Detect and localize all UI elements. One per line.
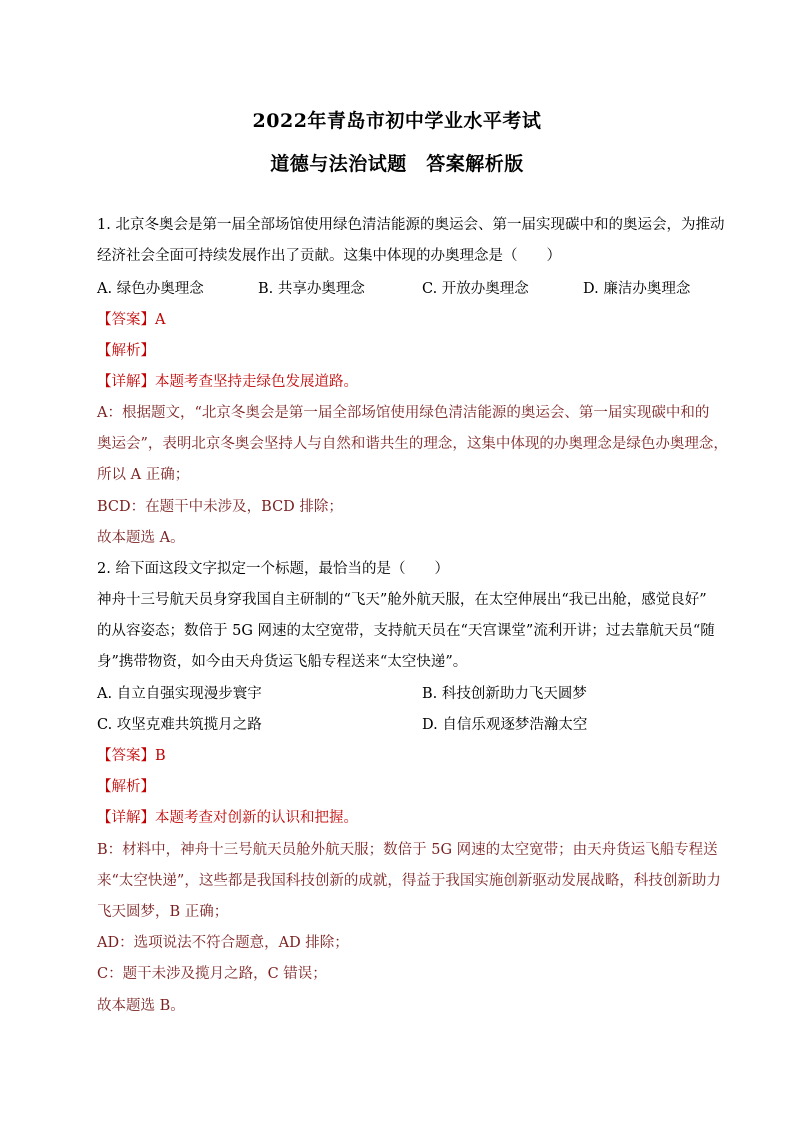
q2-explanation-line-4: AD：选项说法不符合题意，AD 排除； (97, 935, 349, 951)
q2-option-c: C. 攻坚克难共筑揽月之路 (97, 717, 262, 733)
q1-explanation-line-2: 奥运会”，表明北京冬奥会坚持人与自然和谐共生的理念，这集中体现的办奥理念是绿色办奥理念， (97, 436, 728, 452)
document-subtitle: 道德与法治试题 答案解析版 (270, 153, 524, 175)
q1-stem-line-1: 1. 北京冬奥会是第一届全部场馆使用绿色清洁能源的奥运会、第一届实现碳中和的奥运会，为推动 (97, 217, 725, 233)
q2-explanation-line-1: B：材料中，神舟十三号航天员舱外航天服；数倍于 5G 网速的太空宽带；由天舟货运飞船专程送 (97, 842, 718, 858)
q1-analysis-heading: 【解析】 (97, 343, 155, 359)
q2-material-line-2: 的从容姿态；数倍于 5G 网速的太空宽带，支持航天员在“天宫课堂”流利开讲；过去靠航天员“随 (97, 623, 715, 639)
q1-explanation-line-4: BCD：在题干中未涉及，BCD 排除； (97, 499, 343, 515)
q2-explanation-line-2: 来“太空快递”，这些都是我国科技创新的成就，得益于我国实施创新驱动发展战略，科技创新助力 (97, 873, 721, 889)
q1-explanation-line-3: 所以 A 正确； (97, 467, 190, 483)
q2-explanation-line-3: 飞天圆梦，B 正确； (97, 904, 229, 920)
q1-option-b: B. 共享办奥理念 (258, 281, 365, 297)
document-title: 2022年青岛市初中学业水平考试 (252, 110, 542, 132)
q2-material-line-3: 身”携带物资，如今由天舟货运飞船专程送来“太空快递”。 (97, 654, 468, 670)
q2-stem: 2. 给下面这段文字拟定一个标题，最恰当的是（ ） (97, 561, 449, 577)
q1-explanation-line-1: A：根据题文，“北京冬奥会是第一届全部场馆使用绿色清洁能源的奥运会、第一届实现碳中和的 (97, 405, 710, 421)
q1-detail: 【详解】本题考查坚持走绿色发展道路。 (97, 374, 358, 390)
q1-answer: 【答案】A (97, 312, 166, 328)
q2-detail: 【详解】本题考查对创新的认识和把握。 (97, 810, 358, 826)
q2-conclusion: 故本题选 B。 (97, 998, 185, 1014)
q2-option-a: A. 自立自强实现漫步寰宇 (97, 686, 262, 702)
q1-stem-line-2: 经济社会全面可持续发展作出了贡献。这集中体现的办奥理念是（ ） (97, 248, 561, 264)
q2-option-d: D. 自信乐观逐梦浩瀚太空 (422, 717, 588, 733)
q1-option-d: D. 廉洁办奥理念 (583, 281, 691, 297)
q2-answer: 【答案】B (97, 748, 166, 764)
q1-option-c: C. 开放办奥理念 (422, 281, 529, 297)
q2-analysis-heading: 【解析】 (97, 779, 155, 795)
q2-option-b: B. 科技创新助力飞天圆梦 (422, 686, 587, 702)
q1-conclusion: 故本题选 A。 (97, 530, 185, 546)
q2-material-line-1: 神舟十三号航天员身穿我国自主研制的“飞天”舱外航天服，在太空伸展出“我已出舱，感觉良好” (97, 592, 707, 608)
q1-option-a: A. 绿色办奥理念 (97, 281, 204, 297)
q2-explanation-line-5: C：题干未涉及揽月之路，C 错误； (97, 966, 327, 982)
